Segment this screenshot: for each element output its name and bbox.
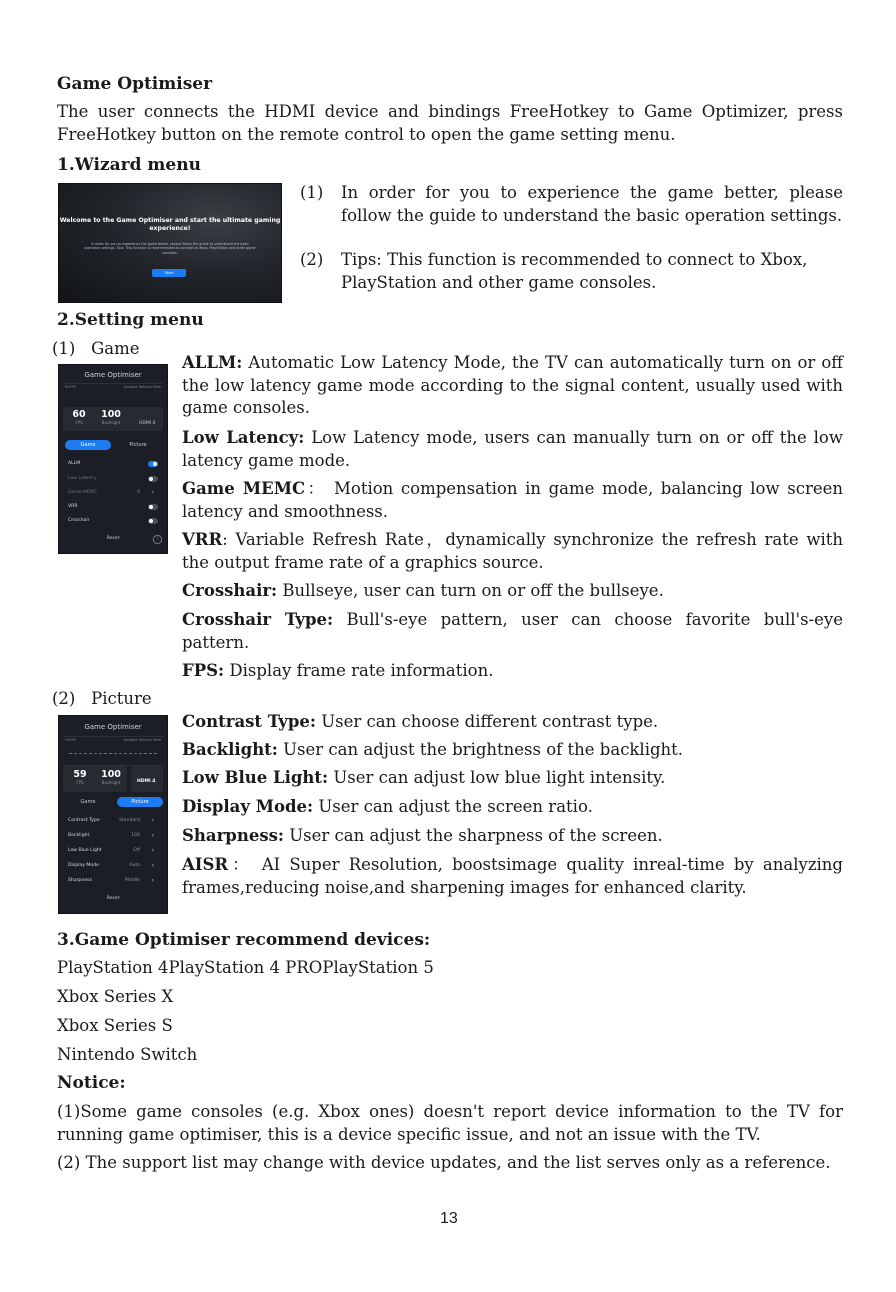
game-item-low-latency (182, 427, 843, 472)
term: ALLM: (182, 353, 243, 372)
term: Contrast Type: (182, 712, 316, 731)
term: Low Blue Light: (182, 768, 329, 787)
picture-item-backlight (182, 739, 843, 762)
wizard-item-2-number: (2) (300, 250, 324, 269)
description: User can adjust low blue light intensity. (328, 768, 666, 787)
picture-subheading: (2) Picture (52, 689, 152, 708)
picture-fps-label: FPS (76, 780, 84, 785)
description: User can choose different contrast type. (315, 712, 659, 731)
wizard-item-2-text: Tips: This function is recommended to connect to Xbox, PlayStation and other game consoles. (341, 250, 808, 292)
row-label: Contrast Type (68, 818, 100, 823)
devices-heading: 3.Game Optimiser recommend devices: (57, 930, 431, 950)
game-subheading: (1) Game (52, 339, 140, 358)
device-item: Xbox Series S (57, 1016, 173, 1035)
row-label: Sharpness (68, 878, 92, 883)
term: Crosshair Type: (182, 610, 334, 629)
picture-item-low-blue-light (182, 767, 843, 790)
chevron-right-icon: › (151, 862, 154, 869)
game-item-vrr (182, 529, 843, 574)
game-settings-screenshot (58, 364, 168, 554)
term: Sharpness: (182, 826, 284, 845)
row-label: ALLM (68, 461, 81, 466)
chevron-right-icon: › (151, 847, 154, 854)
picture-backlight-stat (97, 769, 125, 785)
game-fps-label: FPS (75, 420, 83, 425)
allm-toggle[interactable] (148, 461, 158, 467)
picture-fps-stat (67, 769, 93, 785)
description: Low Latency mode, users can manually turn on or off the low latency game mode. (182, 428, 843, 470)
term: AISR (182, 855, 229, 874)
picture-graph-left-label: 59FPS (65, 738, 76, 742)
game-backlight-value: 100 (101, 409, 121, 420)
description: ： AI Super Resolution, boostsimage quality inreal-time by analyzing frames,reducing noise,and sharpening images for enhanced clarity. (182, 855, 843, 897)
game-item-crosshair (182, 580, 843, 603)
notice-heading: Notice: (57, 1073, 126, 1093)
device-item: Xbox Series X (57, 987, 174, 1006)
picture-screen-title: Game Optimiser (84, 723, 142, 731)
notice-item-2: (2) The support list may change with device updates, and the list serves only as a reference. (57, 1153, 831, 1172)
vrr-toggle[interactable] (148, 504, 158, 510)
picture-fps-value: 59 (73, 769, 87, 780)
term: Crosshair: (182, 581, 278, 600)
wizard-start-button[interactable]: Start (152, 269, 186, 277)
description: Automatic Low Latency Mode, the TV can automatically turn on or off the low latency game mode according to the signal content, usually used with game consoles. (182, 353, 843, 417)
game-screen-title: Game Optimiser (84, 371, 142, 379)
page-heading: Game Optimiser (57, 74, 213, 94)
picture-backlight-label: Backlight (101, 780, 121, 785)
row-value: Middle (124, 878, 140, 883)
game-graph-left-label: 60FPS (65, 385, 76, 389)
low-latency-toggle[interactable] (148, 476, 158, 482)
chevron-right-icon: › (151, 489, 154, 496)
term: VRR (182, 530, 223, 549)
game-hdmi-label: HDMI 4 (139, 421, 156, 426)
chevron-right-icon: › (151, 817, 154, 824)
notice-item-1: (1)Some game consoles (e.g. Xbox ones) doesn't report device information to the TV for running game optimiser, this is a device specific issue, and not an issue with the TV. (57, 1102, 843, 1144)
tab-picture[interactable]: Picture (117, 797, 163, 807)
term: Backlight: (182, 740, 278, 759)
description: ： Motion compensation in game mode, balancing low screen latency and smoothness. (182, 479, 843, 521)
wizard-item-1-text: In order for you to experience the game better, please follow the guide to understand the basic operation settings. (341, 183, 843, 225)
picture-item-display-mode (182, 796, 843, 819)
picture-row-display-mode[interactable] (66, 860, 160, 872)
row-value: Auto (129, 863, 140, 868)
row-value: Standard (119, 818, 140, 823)
game-row-allm[interactable] (66, 458, 160, 470)
game-item-allm (182, 352, 843, 420)
row-label: Crosshair (68, 518, 90, 523)
description: : Variable Refresh Rate，dynamically synchronize the refresh rate with the output frame rate of a graphics source. (182, 530, 843, 572)
picture-row-sharpness[interactable] (66, 875, 160, 887)
row-label: Display Mode (68, 863, 99, 868)
row-label: Low Blue Light (68, 848, 102, 853)
picture-row-low-blue-light[interactable] (66, 845, 160, 857)
crosshair-toggle[interactable] (148, 518, 158, 524)
chevron-right-icon: › (151, 877, 154, 884)
picture-item-sharpness (182, 825, 843, 848)
picture-row-contrast-type[interactable] (66, 815, 160, 827)
game-fps-value: 60 (72, 409, 86, 420)
game-row-memc[interactable] (66, 487, 160, 499)
row-label: Game MEMC (68, 490, 98, 495)
description: Bull's-eye pattern, user can choose favorite bull's-eye pattern. (182, 610, 843, 652)
term: Display Mode: (182, 797, 314, 816)
game-graph-right-label: Variable Refresh Rate (123, 385, 161, 389)
description: User can adjust the brightness of the backlight. (277, 740, 684, 759)
help-icon[interactable]: ? (153, 535, 162, 544)
picture-settings-screenshot (58, 715, 168, 914)
row-label: Low Latency (68, 476, 97, 481)
device-item: Nintendo Switch (57, 1045, 198, 1064)
setting-heading: 2.Setting menu (57, 310, 204, 330)
game-item-crosshair-type (182, 609, 843, 654)
game-backlight-label: Backlight (101, 420, 121, 425)
row-value: Off (133, 848, 140, 853)
term: FPS: (182, 661, 225, 680)
game-backlight-stat (97, 409, 125, 425)
game-row-crosshair[interactable] (66, 515, 160, 527)
row-label: Backlight (68, 833, 90, 838)
tab-picture[interactable]: Picture (129, 442, 147, 448)
picture-reset-button[interactable]: Reset (106, 896, 120, 901)
description: User can adjust the screen ratio. (313, 797, 593, 816)
tab-game[interactable]: Game (65, 440, 111, 450)
row-label: VRR (68, 504, 78, 509)
picture-backlight-value: 100 (101, 769, 121, 780)
wizard-heading: 1.Wizard menu (57, 155, 201, 175)
picture-row-backlight[interactable] (66, 830, 160, 842)
picture-hdmi-label: HDMI 4 (137, 779, 156, 784)
description: Display frame rate information. (224, 661, 494, 680)
game-reset-button[interactable]: Reset (106, 536, 120, 541)
game-fps-stat (67, 409, 91, 425)
wizard-screenshot (58, 183, 282, 303)
term: Low Latency: (182, 428, 305, 447)
picture-item-aisr (182, 854, 843, 899)
page-number: 13 (440, 1210, 458, 1227)
chevron-right-icon: › (151, 832, 154, 839)
description: Bullseye, user can turn on or off the bullseye. (277, 581, 664, 600)
term: Game MEMC (182, 479, 306, 498)
wizard-item-1-number: (1) (300, 183, 324, 202)
picture-graph-right-label: Variable Refresh Rate (123, 738, 161, 742)
fps-line (69, 753, 157, 754)
game-item-memc (182, 478, 843, 523)
description: User can adjust the sharpness of the screen. (284, 826, 663, 845)
tab-game[interactable]: Game (80, 799, 96, 805)
game-row-vrr[interactable] (66, 501, 160, 513)
wizard-screen-description: In order for you to experience the game better, please follow the guide to understand the basic operation settings. Tips: This function is recommended to connect to Xbox, PlayStation and other game consoles. (84, 242, 256, 255)
device-item: PlayStation 4PlayStation 4 PROPlayStation 5 (57, 958, 434, 977)
picture-item-contrast-type (182, 711, 843, 734)
row-value: 100 (131, 833, 140, 838)
game-item-fps (182, 660, 843, 683)
game-row-low-latency[interactable] (66, 473, 160, 485)
row-value: 0 (137, 490, 140, 495)
intro-paragraph: The user connects the HDMI device and bindings FreeHotkey to Game Optimizer, press FreeHotkey button on the remote control to open the game setting menu. (57, 102, 843, 144)
wizard-screen-title: Welcome to the Game Optimiser and start the ultimate gaming experience! (59, 217, 281, 232)
